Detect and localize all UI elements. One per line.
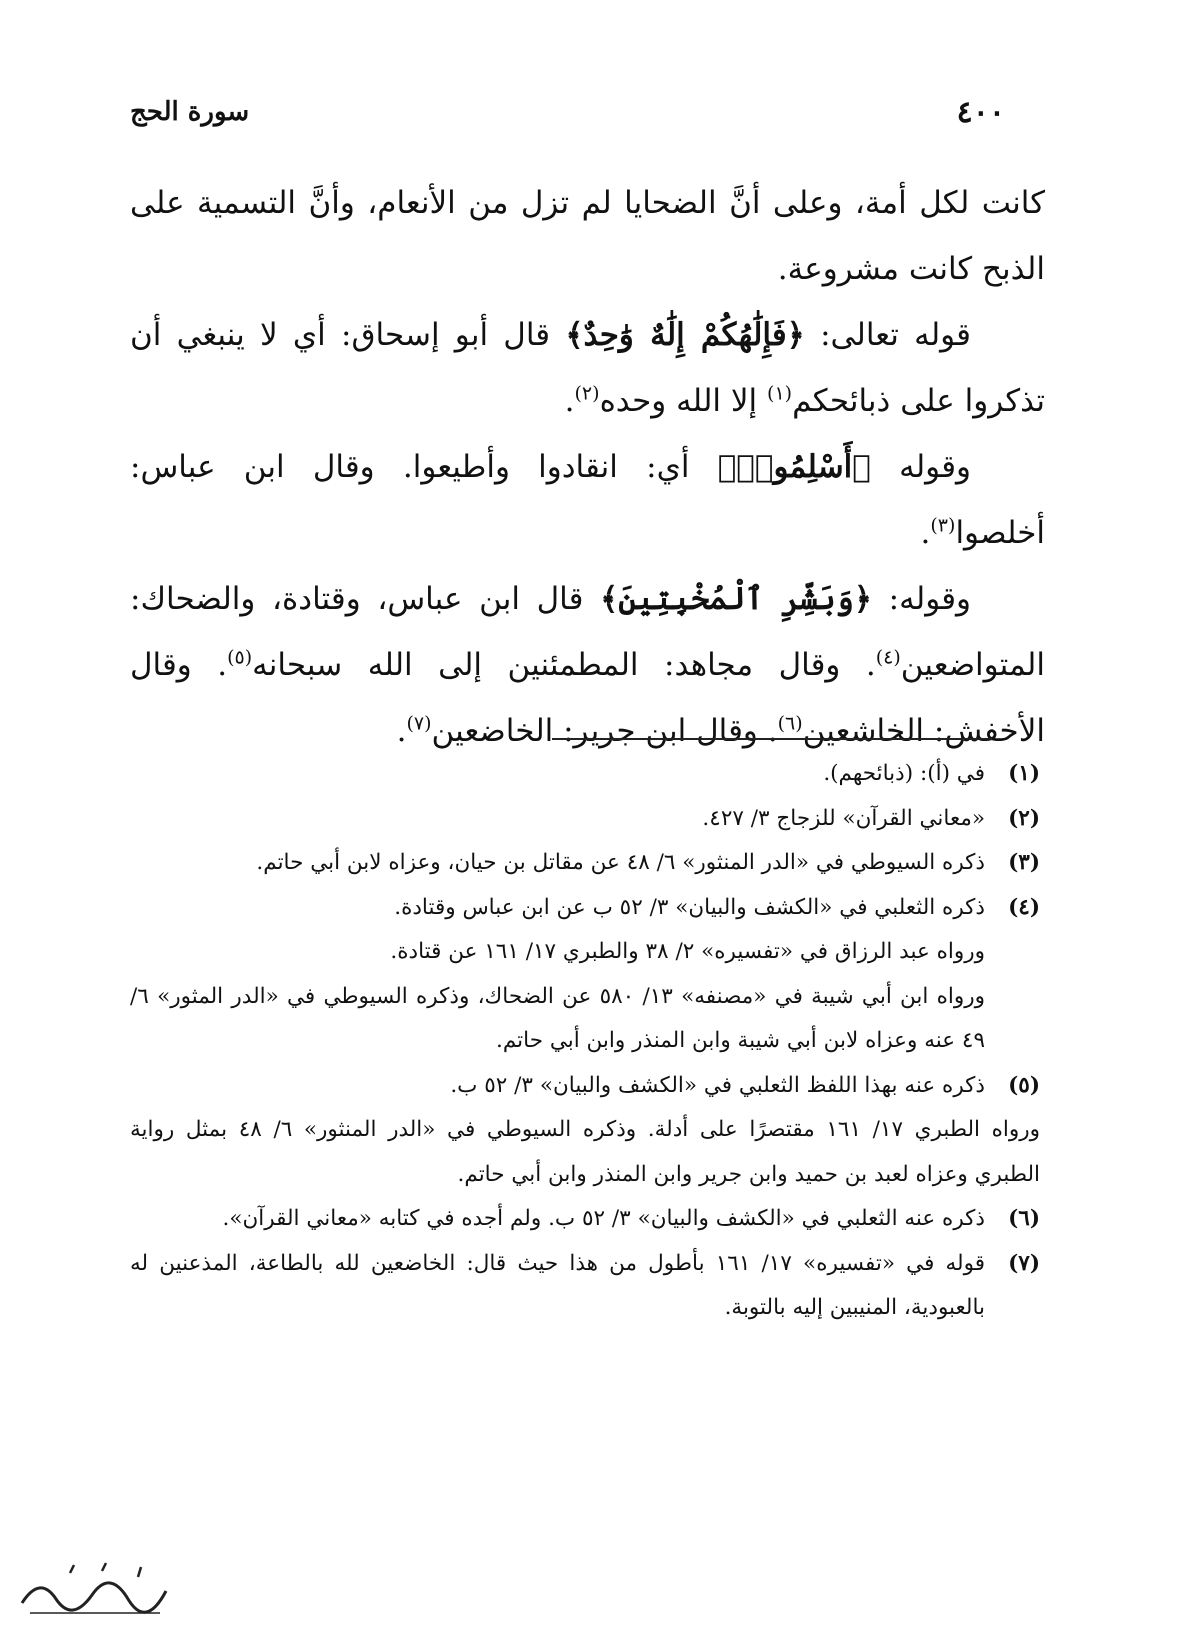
footnote-number: (٦) — [1008, 1206, 1040, 1231]
footnote-text: قوله في «تفسيره» ١٧/ ١٦١ بأطول من هذا حيث قال: الخاضعين لله بالطاعة، المذعنين له بالعبودية، المنيبين إليه بالتوبة. — [130, 1250, 985, 1320]
footnote-divider — [552, 738, 992, 740]
footnote-2 — [130, 797, 1040, 842]
footnote-text: ورواه الطبري ١٧/ ١٦١ مقتصرًا على أدلة. وذكره السيوطي في «الدر المنثور» ٦/ ٤٨ بمثل رواية الطبري وعزاه لعبد بن حميد وابن جرير وابن المنذر وابن أبي حاتم. — [130, 1117, 1040, 1187]
footnote-7 — [130, 1242, 1040, 1331]
watermark-logo — [10, 1555, 180, 1625]
quran-verse: ﴿وَبَشِّرِ ٱلْمُخْبِتِينَ﴾ — [600, 581, 873, 617]
paragraph-2: قوله تعالى: ﴿فَإِلَٰهُكُمْ إِلَٰهٌ وَٰحِدٌ﴾ قال أبو إسحاق: أي لا ينبغي أن تذكروا على ذبائحكم$^{(١)}$ إلا الله وحده$^{(٢)}$. — [130, 317, 1045, 419]
footnote-3 — [130, 841, 1040, 886]
paragraph-4: وقوله: ﴿وَبَشِّرِ ٱلْمُخْبِتِينَ﴾ قال ابن عباس، وقتادة، والضحاك: المتواضعين$^{(٤)}$. وقال مجاهد: المطمئنين إلى الله سبحانه$^{(٥)}$. وقال الأخفش: الخاشعين$^{(٦)}$. وقال ابن جرير: الخاضعين$^{(٧)}$. — [130, 581, 1045, 749]
paragraph-1: كانت لكل أمة، وعلى أنَّ الضحايا لم تزل من الأنعام، وأنَّ التسمية على الذبح كانت مشروعة. — [130, 185, 1045, 287]
footnote-ref[interactable]: (١) — [767, 382, 793, 405]
footnote-text: ذكره الثعلبي في «الكشف والبيان» ٣/ ٥٢ ب عن ابن عباس وقتادة. — [394, 894, 985, 920]
surah-title: سورة الحج — [130, 97, 250, 127]
footnote-text: ورواه عبد الرزاق في «تفسيره» ٢/ ٣٨ والطبري ١٧/ ١٦١ عن قتادة. — [390, 939, 985, 964]
quran-verse: ﴿أَسْلِمُوا۟﴾ — [717, 449, 871, 485]
footnote-text: ذكره عنه بهذا اللفظ الثعلبي في «الكشف والبيان» ٣/ ٥٢ ب. — [450, 1072, 985, 1098]
footnote-5 — [130, 1064, 1040, 1198]
footnote-text: ذكره عنه الثعلبي في «الكشف والبيان» ٣/ ٥٢ ب. ولم أجده في كتابه «معاني القرآن». — [222, 1206, 985, 1231]
page-number: ٤٠٠ — [956, 94, 1005, 130]
footnote-ref[interactable]: (٦) — [777, 712, 803, 735]
footnote-ref[interactable]: (٧) — [406, 712, 432, 735]
footnote-4 — [130, 886, 1040, 1064]
footnote-number: (٧) — [1008, 1250, 1040, 1276]
footnote-ref[interactable]: (٣) — [930, 514, 956, 537]
footnote-number: (٤) — [1008, 894, 1040, 920]
footnote-number: (٥) — [1008, 1072, 1040, 1098]
main-text — [130, 170, 1045, 764]
footnote-text: «معاني القرآن» للزجاج ٣/ ٤٢٧. — [702, 805, 985, 831]
footnote-ref[interactable]: (٢) — [574, 382, 600, 405]
page-header — [130, 92, 1005, 132]
footnote-number: (٣) — [1008, 850, 1040, 875]
footnote-text: ذكره السيوطي في «الدر المنثور» ٦/ ٤٨ عن مقاتل بن حيان، وعزاه لابن أبي حاتم. — [256, 850, 985, 875]
footnote-ref[interactable]: (٥) — [227, 646, 253, 669]
footnote-text: في (أ): (ذبائحهم). — [823, 761, 985, 786]
quran-verse: ﴿فَإِلَٰهُكُمْ إِلَٰهٌ وَٰحِدٌ﴾ — [565, 317, 805, 353]
footnote-1 — [130, 752, 1040, 797]
footnote-6 — [130, 1197, 1040, 1242]
footnotes — [130, 752, 1040, 1331]
paragraph-3: وقوله ﴿أَسْلِمُوا۟﴾ أي: انقادوا وأطيعوا. وقال ابن عباس: أخلصوا$^{(٣)}$. — [130, 449, 1045, 551]
footnote-ref[interactable]: (٤) — [875, 646, 901, 669]
footnote-number: (١) — [1008, 761, 1040, 786]
footnote-number: (٢) — [1008, 805, 1040, 831]
footnote-text: ورواه ابن أبي شيبة في «مصنفه» ١٣/ ٥٨٠ عن الضحاك، وذكره السيوطي في «الدر المثور» ٦/ ٤٩ عنه وعزاه لابن أبي شيبة وابن المنذر وابن أبي حاتم. — [130, 983, 986, 1053]
